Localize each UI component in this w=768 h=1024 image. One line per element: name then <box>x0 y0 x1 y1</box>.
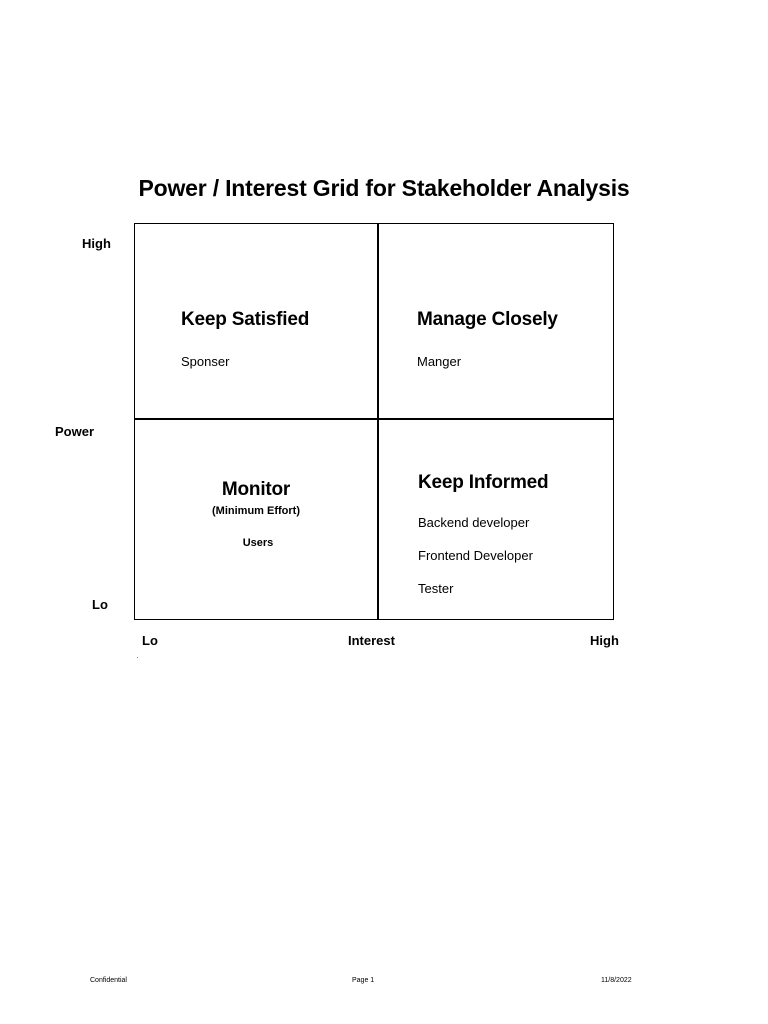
y-axis-high-label: High <box>82 236 111 251</box>
x-axis-label: Interest <box>348 633 395 648</box>
grid-horizontal-divider <box>134 418 614 420</box>
quadrant-monitor-title: Monitor <box>221 479 291 500</box>
grid-vertical-divider <box>377 223 379 620</box>
y-axis-label: Power <box>55 424 95 439</box>
quadrant-keep-informed-item: Frontend Developer <box>418 548 533 563</box>
quadrant-keep-informed-title: Keep Informed <box>418 472 549 493</box>
quadrant-monitor-item: Users <box>242 537 274 549</box>
quadrant-keep-satisfied-title: Keep Satisfied <box>181 309 310 330</box>
x-axis-low-label: Lo <box>142 633 158 648</box>
quadrant-keep-satisfied-item: Sponser <box>181 354 230 369</box>
footer-date: 11/8/2022 <box>601 977 632 984</box>
footer-confidential: Confidential <box>90 977 127 984</box>
power-interest-grid <box>134 223 614 620</box>
quadrant-monitor-subtitle: (Minimum Effort) <box>212 505 300 517</box>
footer-page-number: Page 1 <box>352 977 375 984</box>
page-title: Power / Interest Grid for Stakeholder Analysis <box>138 175 630 201</box>
quadrant-manage-closely-item: Manger <box>417 354 462 369</box>
y-axis-low-label: Lo <box>92 597 108 612</box>
quadrant-keep-informed-item: Tester <box>418 581 454 596</box>
x-axis-high-label: High <box>590 633 619 648</box>
stray-dot <box>137 657 138 658</box>
quadrant-keep-informed-item: Backend developer <box>418 515 530 530</box>
quadrant-manage-closely-title: Manage Closely <box>417 309 558 330</box>
